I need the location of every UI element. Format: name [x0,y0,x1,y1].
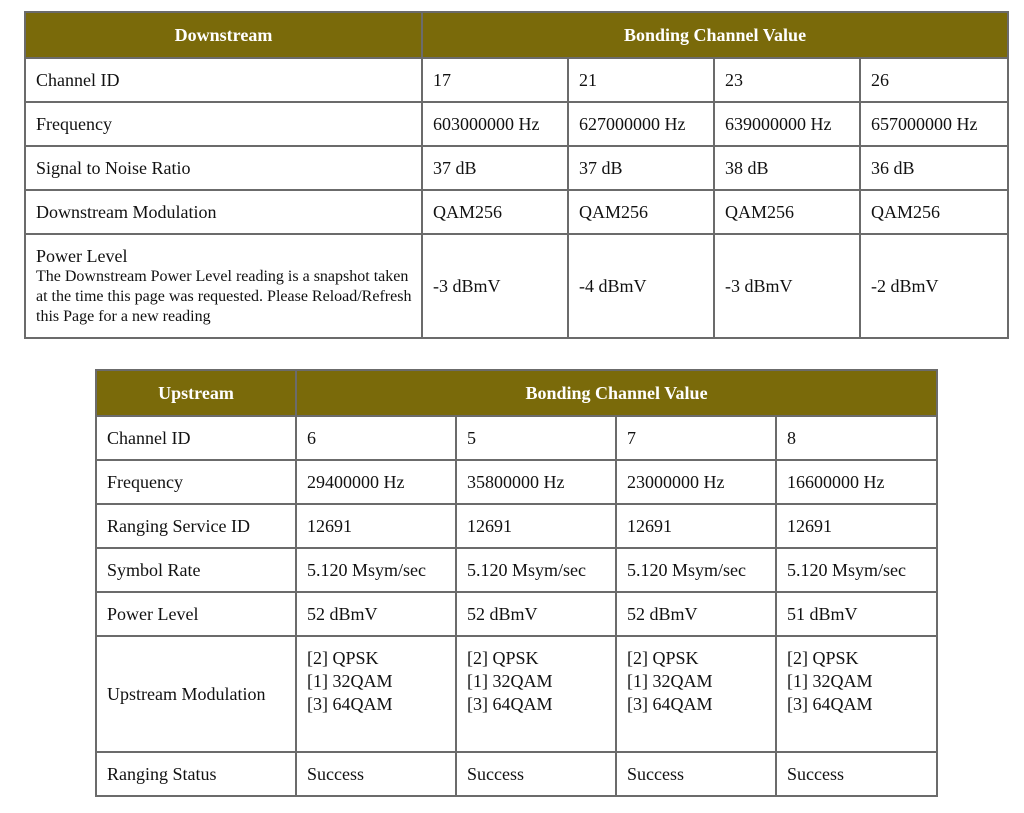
modulation-cell [456,636,616,752]
row-label: Channel ID [96,416,296,460]
downstream-header-row [25,12,1008,58]
modulation-line: [3] 64QAM [787,694,873,714]
upstream-header-row [96,370,937,416]
cell-value: 21 [568,58,714,102]
status-value: Success [296,752,456,796]
cell-value: 12691 [616,504,776,548]
modulation-line: [1] 32QAM [467,671,553,691]
row-label: Upstream Modulation [96,636,296,752]
row-label: Symbol Rate [96,548,296,592]
table-row [25,102,1008,146]
row-label: Ranging Service ID [96,504,296,548]
bonding-channel-value-header: Bonding Channel Value [296,370,937,416]
ranging-status-row [96,752,937,796]
cell-value: 627000000 Hz [568,102,714,146]
modulation-line: [3] 64QAM [627,694,713,714]
row-label: Downstream Modulation [25,190,422,234]
power-level-row [25,234,1008,338]
modulation-cell [616,636,776,752]
modulation-line: [1] 32QAM [787,671,873,691]
modulation-cell [776,636,937,752]
cell-value: QAM256 [422,190,568,234]
cell-value: -4 dBmV [568,234,714,338]
table-row [96,548,937,592]
cell-value: 7 [616,416,776,460]
row-label: Channel ID [25,58,422,102]
cell-value: QAM256 [568,190,714,234]
cell-value: 12691 [456,504,616,548]
row-label: Power Level [96,592,296,636]
cell-value: 23000000 Hz [616,460,776,504]
bonding-channel-value-header: Bonding Channel Value [422,12,1008,58]
cell-value: 52 dBmV [296,592,456,636]
modulation-line: [2] QPSK [307,648,379,668]
status-value: Success [456,752,616,796]
status-value: Success [616,752,776,796]
modulation-line: [2] QPSK [787,648,859,668]
cell-value: 5.120 Msym/sec [456,548,616,592]
cell-value: -3 dBmV [422,234,568,338]
cell-value: 26 [860,58,1008,102]
cell-value: 29400000 Hz [296,460,456,504]
cell-value: 603000000 Hz [422,102,568,146]
cell-value: QAM256 [714,190,860,234]
cell-value: 5 [456,416,616,460]
modulation-line: [3] 64QAM [467,694,553,714]
modulation-line: [1] 32QAM [307,671,393,691]
cell-value: 38 dB [714,146,860,190]
cell-value: 23 [714,58,860,102]
row-label: Frequency [96,460,296,504]
modulation-line: [2] QPSK [627,648,699,668]
upstream-header: Upstream [96,370,296,416]
power-level-note: The Downstream Power Level reading is a snapshot taken at the time this page was requested. Please Reload/Refresh this Page for a new reading [36,267,412,325]
status-value: Success [776,752,937,796]
upstream-modulation-row [96,636,937,752]
table-row [25,190,1008,234]
downstream-header: Downstream [25,12,422,58]
cell-value: 5.120 Msym/sec [776,548,937,592]
cell-value: 51 dBmV [776,592,937,636]
cell-value: 17 [422,58,568,102]
cell-value: 12691 [296,504,456,548]
cell-value: 639000000 Hz [714,102,860,146]
downstream-table [24,11,1009,339]
cell-value: 52 dBmV [456,592,616,636]
cell-value: 657000000 Hz [860,102,1008,146]
power-level-label-cell [25,234,422,338]
cell-value: 5.120 Msym/sec [296,548,456,592]
cell-value: 12691 [776,504,937,548]
cell-value: 16600000 Hz [776,460,937,504]
cell-value: QAM256 [860,190,1008,234]
modulation-cell [296,636,456,752]
row-label: Frequency [25,102,422,146]
upstream-table [95,369,938,797]
cell-value: 5.120 Msym/sec [616,548,776,592]
row-label: Power Level [36,245,128,266]
cell-value: -3 dBmV [714,234,860,338]
table-row [96,460,937,504]
cell-value: -2 dBmV [860,234,1008,338]
cell-value: 6 [296,416,456,460]
row-label: Signal to Noise Ratio [25,146,422,190]
cell-value: 52 dBmV [616,592,776,636]
table-row [25,58,1008,102]
cell-value: 8 [776,416,937,460]
table-row [96,592,937,636]
cell-value: 37 dB [568,146,714,190]
row-label: Ranging Status [96,752,296,796]
modulation-line: [1] 32QAM [627,671,713,691]
cell-value: 37 dB [422,146,568,190]
cell-value: 35800000 Hz [456,460,616,504]
cell-value: 36 dB [860,146,1008,190]
modulation-line: [3] 64QAM [307,694,393,714]
table-row [96,504,937,548]
table-row [96,416,937,460]
table-row [25,146,1008,190]
modulation-line: [2] QPSK [467,648,539,668]
